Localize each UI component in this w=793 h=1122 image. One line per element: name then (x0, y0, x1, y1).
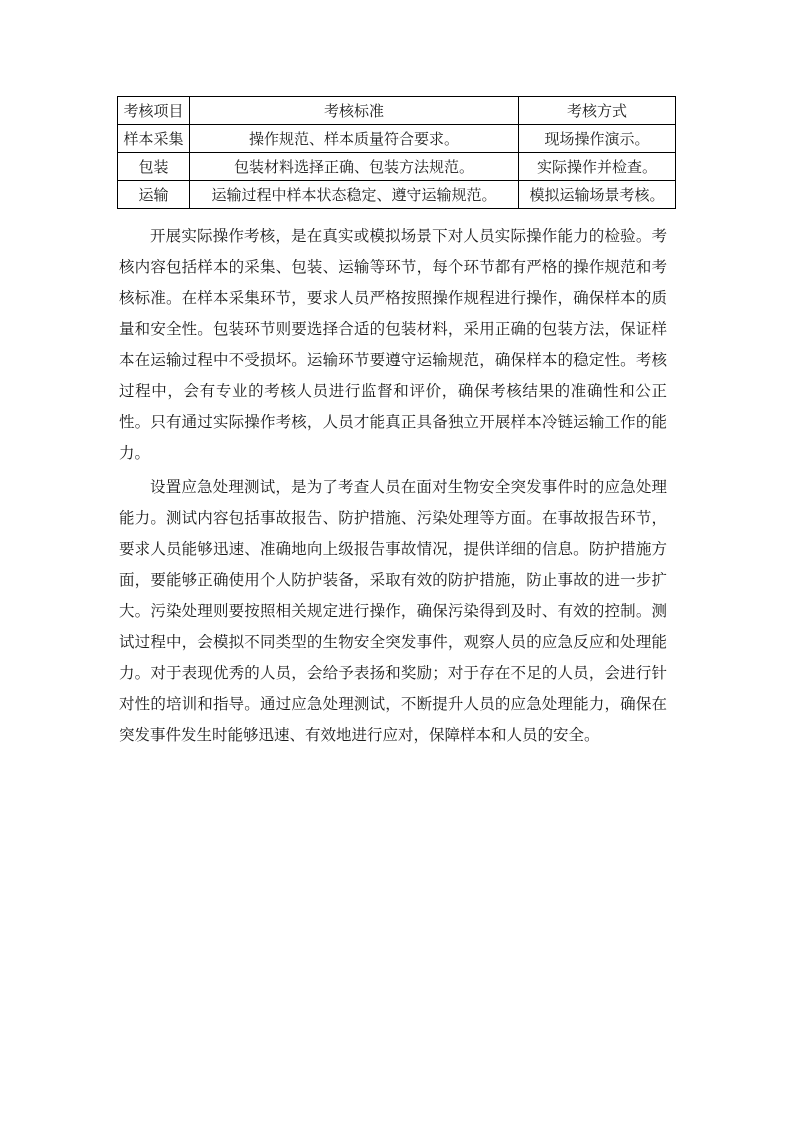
paragraph-emergency-test: 设置应急处理测试，是为了考查人员在面对生物安全突发事件时的应急处理能力。测试内容包括事故报告、防护措施、污染处理等方面。在事故报告环节，要求人员能够迅速、准确地向上级报告事故情况，提供详细的信息。防护措施方面，要能够正确使用个人防护装备，采取有效的防护措施，防止事故的进一步扩大。污染处理则要按照相关规定进行操作，确保污染得到及时、有效的控制。测试过程中，会模拟不同类型的生物安全突发事件，观察人员的应急反应和处理能力。对于表现优秀的人员，会给予表扬和奖励；对于存在不足的人员，会进行针对性的培训和指导。通过应急处理测试，不断提升人员的应急处理能力，确保在突发事件发生时能够迅速、有效地进行应对，保障样本和人员的安全。 (119, 478, 667, 744)
table-row (118, 153, 676, 181)
header-cell-standard: 考核标准 (190, 97, 519, 125)
table-cell: 包装材料选择正确、包装方法规范。 (190, 153, 519, 181)
header-cell-item: 考核项目 (118, 97, 190, 125)
header-cell-method: 考核方式 (519, 97, 676, 125)
table-cell: 样本采集 (118, 125, 190, 153)
table-cell: 模拟运输场景考核。 (519, 181, 676, 209)
table-cell: 运输 (118, 181, 190, 209)
table-row (118, 125, 676, 153)
paragraph-practical-assessment: 开展实际操作考核，是在真实或模拟场景下对人员实际操作能力的检验。考核内容包括样本的采集、包装、运输等环节，每个环节都有严格的操作规范和考核标准。在样本采集环节，要求人员严格按照操作规程进行操作，确保样本的质量和安全性。包装环节则要选择合适的包装材料，采用正确的包装方法，保证样本在运输过程中不受损坏。运输环节要遵守运输规范，确保样本的稳定性。考核过程中，会有专业的考核人员进行监督和评价，确保考核结果的准确性和公正性。只有通过实际操作考核，人员才能真正具备独立开展样本冷链运输工作的能力。 (119, 227, 667, 462)
table-cell: 实际操作并检查。 (519, 153, 676, 181)
table-cell: 现场操作演示。 (519, 125, 676, 153)
table-cell: 运输过程中样本状态稳定、遵守运输规范。 (190, 181, 519, 209)
assessment-table (117, 96, 676, 209)
table-cell: 操作规范、样本质量符合要求。 (190, 125, 519, 153)
table-cell: 包装 (118, 153, 190, 181)
table-row (118, 181, 676, 209)
table-header-row (118, 97, 676, 125)
